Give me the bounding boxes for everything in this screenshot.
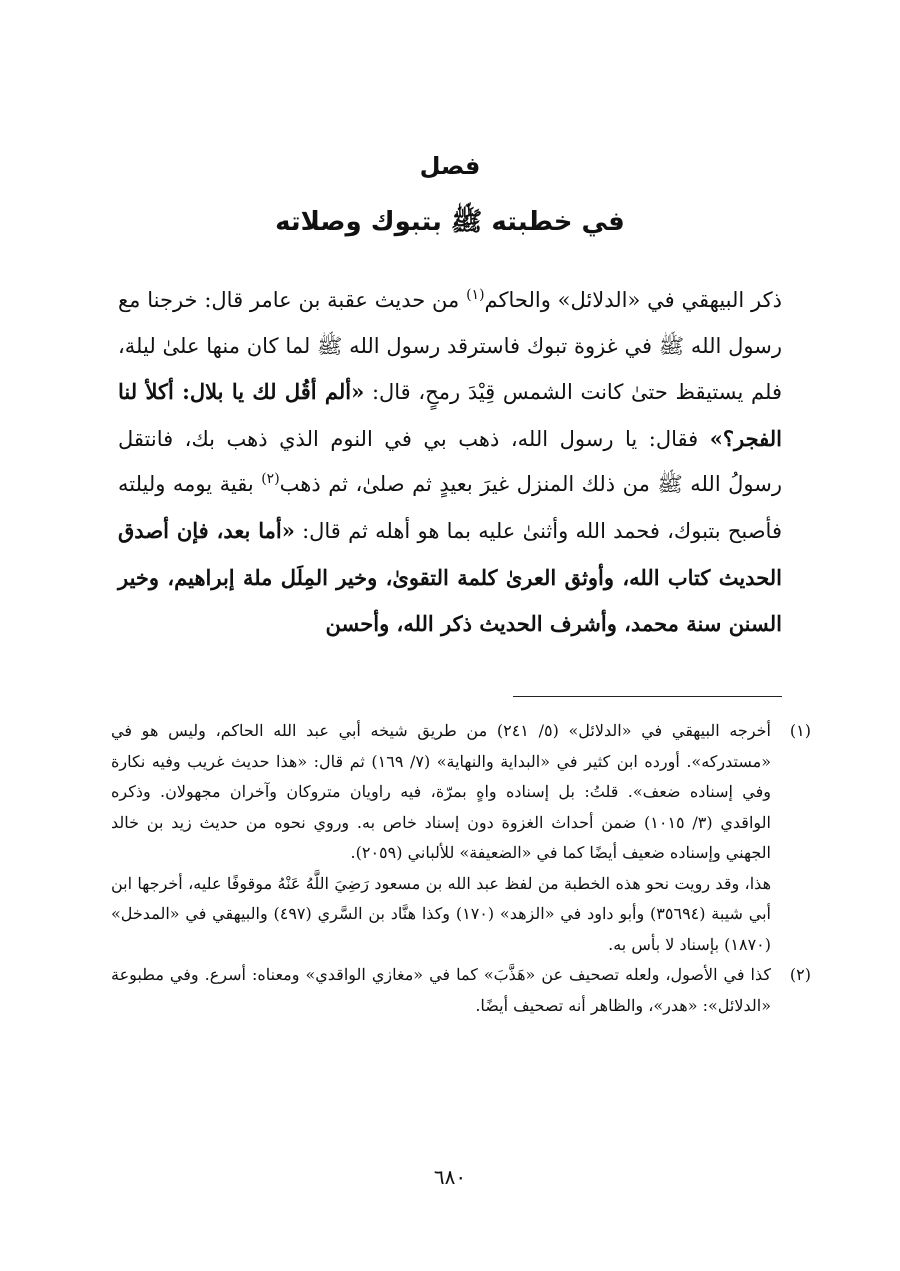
main-text: [118, 278, 782, 648]
page-number: ٦٨٠: [433, 1165, 467, 1189]
footnote-divider: [513, 696, 782, 697]
footnote-text: كذا في الأصول، ولعله تصحيف عن «هَذَّبَ» كما في «مغازي الواقدي» ومعناه: أسرع. وفي مطبوعة «الدلائل»: «هدر»، والظاهر أنه تصحيف أيضًا.: [111, 965, 771, 1015]
text-segment: من حديث عقبة بن عامر قال: خرجنا مع رسول الله ﷺ في غزوة تبوك فاسترقد رسول الله ﷺ لما كان منها علىٰ ليلة، فلم يستيقظ حتىٰ كانت الشمس قِيْدَ رمحٍ، قال:: [118, 288, 782, 405]
footnote-continuation: هذا، وقد رويت نحو هذه الخطبة من لفظ عبد الله بن مسعود رَضِيَ اللَّهُ عَنْهُ موقوفًا عليه، أخرجها ابن أبي شيبة (٣٥٦٩٤) وأبو داود في «الزهد» (١٧٠) وكذا هنَّاد بن السَّري (٤٩٧) والبيهقي في «المدخل» (١٨٧٠) بإسناد لا بأس به.: [111, 873, 772, 954]
text-segment: بقية يومه وليلته فأصبح بتبوك، فحمد الله وأثنىٰ عليه بما هو أهله ثم قال:: [118, 472, 782, 543]
footnote-ref-1[interactable]: (١): [466, 287, 485, 303]
hadith-quote-2: «أما بعد، فإن أصدق الحديث كتاب الله، وأوثق العرىٰ كلمة التقوىٰ، وخير المِلَل ملة إبراهيم، وخير السنن سنة محمد، وأشرف الحديث ذكر الله، وأحسن: [118, 517, 782, 637]
footnote-text: أخرجه البيهقي في «الدلائل» (٥/ ٢٤١) من طريق شيخه أبي عبد الله الحاكم، وليس هو في «مستدركه». أورده ابن كثير في «البداية والنهاية» (٧/ ١٦٩) ثم قال: «هذا حديث غريب وفيه نكارة وفي إسناده ضعف». قلتُ: بل إسناده واهٍ بمرّة، فيه راويان متروكان وآخران مجهولان. وذكره الواقدي (٣/ ١٠١٥) ضمن أحداث الغزوة دون إسناد خاص به. وروي نحوه من حديث زيد بن خالد الجهني وإسناده ضعيف أيضًا كما في «الضعيفة» للألباني (٢٠٥٩).: [111, 721, 772, 862]
footnotes-section: [111, 716, 811, 1021]
text-segment: ذكر البيهقي في «الدلائل» والحاكم: [484, 288, 782, 312]
hadith-quote-1: «ألم أقُل لك يا بلال: أكلأ لنا الفجر؟»: [118, 379, 782, 451]
text-segment: فقال: يا رسول الله، ذهب بي في النوم الذي ذهب بك، فانتقل رسولُ الله ﷺ من ذلك المنزل غيرَ بعيدٍ ثم صلىٰ، ثم ذهب: [118, 426, 782, 497]
section-label: فصل: [419, 152, 481, 180]
section-title: في خطبته ﷺ بتبوك وصلاته: [275, 207, 625, 237]
footnote-2: [111, 960, 811, 1021]
footnote-ref-2[interactable]: (٢): [261, 471, 280, 488]
main-paragraph: [118, 278, 782, 648]
footnote-number: (١): [789, 721, 811, 740]
footnote-number: (٢): [789, 965, 811, 984]
footnote-1: [111, 716, 811, 869]
